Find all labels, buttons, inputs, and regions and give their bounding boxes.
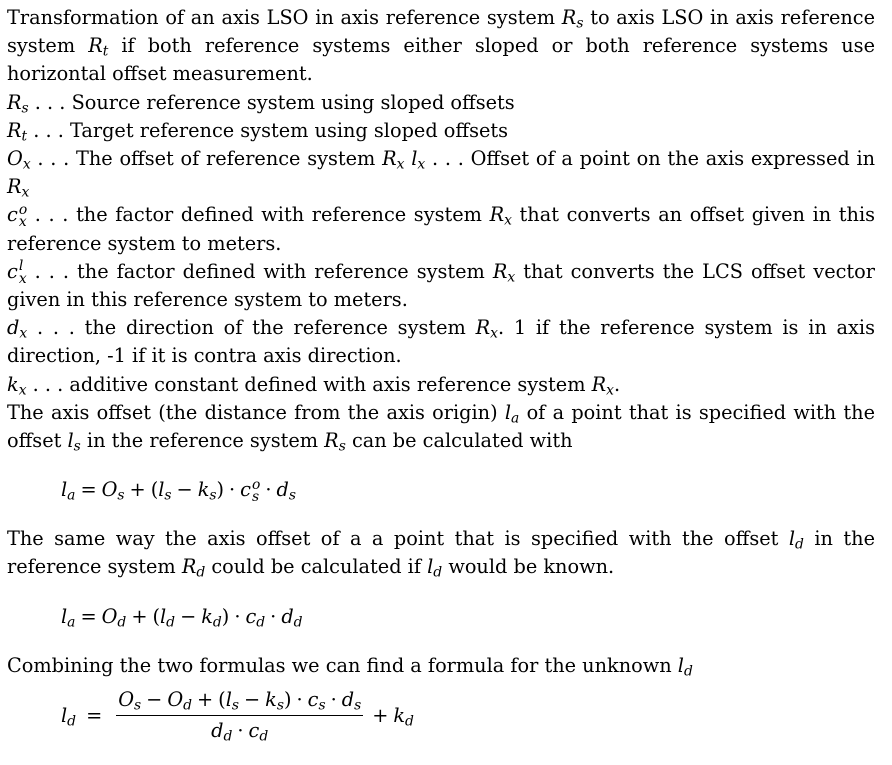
definition-rt: $R_t$ . . . Target reference system using sloped offsets bbox=[7, 118, 509, 145]
paragraph-axis-offset: The axis offset (the distance from the axis origin) $l_a$ of a point that is specified with the offset $l_s$ in the reference system $R_s$ can be calculated with bbox=[7, 400, 875, 455]
equation-ld-fraction: $\frac{O_s - O_d + (l_s - k_s) \cdot c_s \cdot d_s}{d_d \cdot c_d}$ bbox=[118, 688, 362, 745]
definition-co: c o x . . . the factor defined with reference system $R_x$ that converts an offset given in this reference system to meters. bbox=[7, 201, 876, 255]
paragraph-same-way: The same way the axis offset of a a point that is specified with the offset $l_d$ in the reference system $R_d$ could be calculated if $l_d$ would be known. bbox=[7, 527, 875, 581]
intro-paragraph: Transformation of an axis LSO in axis reference system $R_s$ to axis LSO in axis reference system $R_t$ if both reference systems either sloped or both reference systems use horizontal offset measurement. bbox=[7, 6, 875, 86]
definition-rs: $R_s$ . . . Source reference system using sloped offsets bbox=[7, 90, 515, 117]
equation-la-target: $l_a = O_d + (l_d - k_d) \cdot c_d \cdot d_d$ bbox=[61, 604, 303, 631]
definition-ox: $O_x$ . . . The offset of reference system $R_x$ $l_x$ . . . Offset of a point on the axis expressed in $R_x$ bbox=[7, 147, 876, 201]
definition-dx: $d_x$ . . . the direction of the reference system $R_x$. 1 if the reference system is in axis direction, -1 if it is contra axis direction. bbox=[7, 316, 875, 368]
equation-la-source: $l_a = O_s + (l_s - k_s) \cdot c$ o s · $d_s$ bbox=[61, 476, 296, 506]
document-body bbox=[7, 4, 875, 752]
definition-kx: $k_x$ . . . additive constant defined with axis reference system $R_x$. bbox=[7, 372, 621, 399]
definition-cl: c l x . . . the factor defined with reference system $R_x$ that converts the LCS offset vector given in this reference system to meters. bbox=[7, 258, 875, 312]
paragraph-combining: Combining the two formulas we can find a formula for the unknown $l_d$ bbox=[7, 653, 693, 680]
equation-ld: $l_d$ = $\frac{O_s - O_d + (l_s - k_s) \cdot c_s \cdot d_s}{d_d \cdot c_d}$ + $k_d$ bbox=[61, 688, 414, 745]
